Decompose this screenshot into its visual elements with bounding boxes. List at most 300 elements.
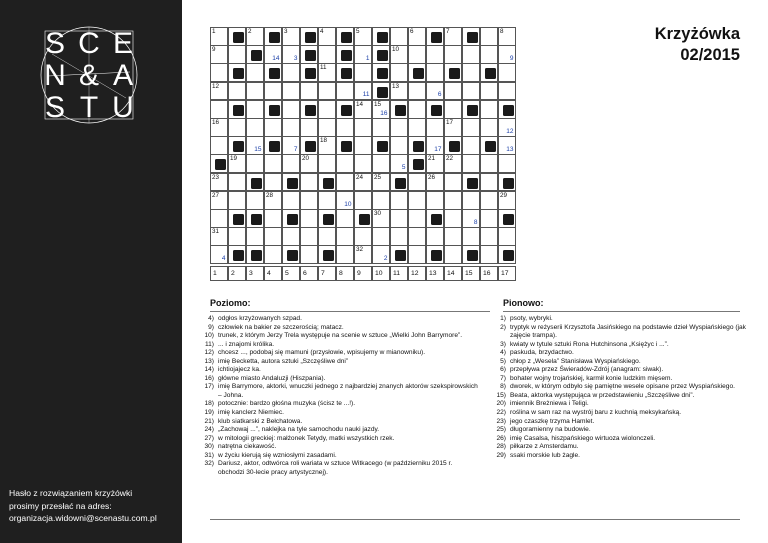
clue-number: 20): [496, 400, 506, 408]
grid-cell-blocked: [390, 173, 408, 192]
grid-cell[interactable]: [480, 191, 498, 210]
down-clue: [490, 435, 752, 444]
black-square: [431, 214, 442, 225]
solution-cell[interactable]: 9: [354, 266, 372, 281]
grid-cell[interactable]: [462, 63, 480, 82]
grid-cell[interactable]: [264, 191, 282, 210]
grid-cell[interactable]: [444, 191, 462, 210]
clue-text: imię Casalsa, hiszpańskiego wirtuoza wiolonczeli.: [510, 434, 656, 442]
grid-cell[interactable]: [336, 154, 354, 173]
solution-cell[interactable]: 11: [390, 266, 408, 281]
grid-cell[interactable]: [246, 136, 264, 155]
grid-cell[interactable]: [264, 118, 282, 137]
solution-cell[interactable]: 17: [498, 266, 516, 281]
grid-cell[interactable]: [444, 173, 462, 192]
grid-cell[interactable]: [318, 82, 336, 101]
grid-cell-blocked: [228, 245, 246, 264]
grid-cell[interactable]: [480, 209, 498, 228]
grid-cell[interactable]: [426, 45, 444, 64]
grid-cell[interactable]: [354, 63, 372, 82]
solution-cell[interactable]: 15: [462, 266, 480, 281]
grid-cell[interactable]: [210, 227, 228, 246]
grid-cell[interactable]: [480, 82, 498, 101]
grid-cell[interactable]: [426, 191, 444, 210]
grid-cell-blocked: [282, 173, 300, 192]
grid-cell[interactable]: [354, 173, 372, 192]
grid-cell[interactable]: [282, 227, 300, 246]
grid-cell[interactable]: [408, 209, 426, 228]
down-clue: [490, 324, 752, 341]
clue-number: 24: [356, 173, 364, 181]
grid-cell[interactable]: [246, 118, 264, 137]
clue-text: trunek, z którym Jerzy Trela występuje na scenie w sztuce „Wielki John Barrymore”.: [218, 332, 463, 340]
grid-cell[interactable]: [372, 100, 390, 119]
grid-cell[interactable]: [354, 45, 372, 64]
grid-cell[interactable]: [408, 100, 426, 119]
clue-text: ichtiojajecz ka.: [218, 366, 261, 374]
grid-cell[interactable]: [246, 82, 264, 101]
grid-cell[interactable]: [210, 209, 228, 228]
grid-cell[interactable]: [228, 173, 246, 192]
grid-cell[interactable]: [210, 191, 228, 210]
grid-cell[interactable]: [480, 173, 498, 192]
clue-number: 12): [204, 349, 214, 357]
solution-cell[interactable]: 13: [426, 266, 444, 281]
grid-cell[interactable]: [336, 209, 354, 228]
grid-cell[interactable]: [354, 136, 372, 155]
grid-cell[interactable]: [282, 63, 300, 82]
grid-cell-blocked: [372, 82, 390, 101]
grid-cell[interactable]: [498, 63, 516, 82]
grid-cell[interactable]: [426, 227, 444, 246]
grid-cell[interactable]: [480, 227, 498, 246]
grid-cell[interactable]: [336, 227, 354, 246]
grid-cell[interactable]: [390, 82, 408, 101]
grid-cell[interactable]: [228, 227, 246, 246]
clue-text: ... i znajomi królika.: [218, 340, 275, 348]
grid-cell[interactable]: [426, 173, 444, 192]
grid-cell[interactable]: [318, 154, 336, 173]
across-heading: Poziomo:: [210, 298, 251, 308]
grid-cell[interactable]: [336, 118, 354, 137]
black-square: [251, 50, 262, 61]
black-square: [395, 250, 406, 261]
down-clue: [490, 418, 752, 427]
grid-cell[interactable]: [444, 45, 462, 64]
grid-cell[interactable]: [210, 173, 228, 192]
black-square: [485, 68, 496, 79]
grid-cell[interactable]: [462, 227, 480, 246]
clue-number: 1): [500, 315, 506, 322]
grid-cell[interactable]: [318, 45, 336, 64]
down-clue: [490, 315, 752, 324]
black-square: [215, 159, 226, 170]
clue-number: 28: [266, 191, 274, 199]
logo-letter: N: [44, 59, 66, 92]
clue-text: tryptyk w reżyserii Krzysztofa Jasińskiego na podstawie dzieł Wyspiańskiego (jak zajęcie trampa).: [510, 323, 746, 340]
solution-letter-index: 9: [509, 54, 514, 62]
black-square: [377, 68, 388, 79]
grid-cell[interactable]: [210, 45, 228, 64]
clue-text: Beata, aktorka występująca w przedstawieniu „Szczęśliwe dni”.: [510, 391, 695, 399]
grid-cell[interactable]: [480, 45, 498, 64]
black-square: [413, 159, 424, 170]
grid-cell[interactable]: [372, 227, 390, 246]
grid-cell[interactable]: [264, 154, 282, 173]
clue-text: chcesz ..., podobaj się mamuni (przysłowie, wpisujemy w mianowniku).: [218, 349, 426, 357]
grid-cell[interactable]: [300, 118, 318, 137]
across-clue: [198, 435, 480, 444]
solution-letter-index: 7: [293, 145, 298, 153]
across-clue: [198, 358, 480, 367]
grid-cell[interactable]: [300, 209, 318, 228]
grid-cell[interactable]: [390, 136, 408, 155]
grid-cell[interactable]: [354, 100, 372, 119]
clue-text: paskuda, brzydactwo.: [510, 349, 574, 357]
grid-cell[interactable]: [426, 118, 444, 137]
black-square: [251, 250, 262, 261]
grid-cell-blocked: [462, 27, 480, 46]
grid-cell-blocked: [318, 173, 336, 192]
grid-cell-blocked: [408, 136, 426, 155]
grid-cell[interactable]: [336, 82, 354, 101]
black-square: [251, 178, 262, 189]
grid-cell[interactable]: [228, 45, 246, 64]
grid-cell[interactable]: [390, 118, 408, 137]
grid-cell[interactable]: [210, 245, 228, 264]
title-name: Krzyżówka: [654, 25, 740, 43]
grid-cell[interactable]: [282, 191, 300, 210]
grid-cell[interactable]: [318, 63, 336, 82]
grid-cell[interactable]: [354, 245, 372, 264]
grid-cell[interactable]: [480, 154, 498, 173]
grid-cell[interactable]: [354, 82, 372, 101]
grid-cell[interactable]: [462, 191, 480, 210]
black-square: [377, 50, 388, 61]
grid-cell[interactable]: [264, 209, 282, 228]
clue-number: 26): [496, 434, 506, 442]
clue-number: 9): [208, 323, 214, 331]
grid-cell[interactable]: [462, 45, 480, 64]
grid-cell[interactable]: [426, 136, 444, 155]
grid-cell[interactable]: [246, 191, 264, 210]
grid-cell-blocked: [264, 63, 282, 82]
black-square: [305, 32, 316, 43]
grid-cell[interactable]: [444, 82, 462, 101]
solution-cell[interactable]: 7: [318, 266, 336, 281]
grid-cell[interactable]: [282, 82, 300, 101]
logo-letter: C: [78, 27, 100, 60]
clue-number: 7: [446, 28, 450, 35]
grid-cell[interactable]: [390, 45, 408, 64]
solution-letter-index: 3: [293, 54, 298, 62]
grid-cell-blocked: [390, 245, 408, 264]
grid-cell[interactable]: [264, 45, 282, 64]
grid-cell[interactable]: [210, 63, 228, 82]
black-square: [377, 141, 388, 152]
grid-cell[interactable]: [498, 227, 516, 246]
grid-cell[interactable]: [408, 191, 426, 210]
grid-cell-blocked: [264, 136, 282, 155]
clue-number: 29: [500, 191, 508, 199]
grid-cell[interactable]: [354, 27, 372, 46]
grid-cell[interactable]: [462, 118, 480, 137]
grid-cell[interactable]: [300, 191, 318, 210]
grid-cell[interactable]: [480, 27, 498, 46]
grid-cell[interactable]: [498, 191, 516, 210]
grid-cell[interactable]: [246, 100, 264, 119]
grid-cell[interactable]: [408, 118, 426, 137]
bottom-divider: [210, 519, 740, 520]
across-clue: [198, 460, 480, 477]
grid-cell[interactable]: [336, 173, 354, 192]
grid-cell[interactable]: [498, 27, 516, 46]
grid-cell[interactable]: [300, 173, 318, 192]
grid-cell[interactable]: [246, 154, 264, 173]
clue-number: 14): [204, 366, 214, 374]
across-clue: [198, 418, 480, 427]
grid-cell[interactable]: [300, 227, 318, 246]
solution-letter-index: 14: [272, 54, 280, 62]
black-square: [269, 141, 280, 152]
grid-cell[interactable]: [444, 227, 462, 246]
across-clue: [198, 426, 480, 435]
grid-cell[interactable]: [444, 245, 462, 264]
grid-cell[interactable]: [444, 118, 462, 137]
grid-cell-blocked: [318, 209, 336, 228]
grid-cell[interactable]: [408, 173, 426, 192]
grid-cell[interactable]: [372, 154, 390, 173]
grid-cell[interactable]: [354, 154, 372, 173]
grid-cell[interactable]: [282, 27, 300, 46]
grid-cell[interactable]: [444, 154, 462, 173]
grid-cell[interactable]: [390, 27, 408, 46]
grid-cell[interactable]: [354, 118, 372, 137]
grid-cell[interactable]: [408, 245, 426, 264]
grid-cell[interactable]: [372, 245, 390, 264]
clue-text: kwiaty w tytule sztuki Rona Hutchinsona „Księżyc i ...”.: [510, 340, 669, 348]
grid-cell[interactable]: [246, 227, 264, 246]
solution-cell[interactable]: 5: [282, 266, 300, 281]
grid-cell[interactable]: [210, 82, 228, 101]
across-clue: [198, 315, 480, 324]
black-square: [467, 178, 478, 189]
grid-cell[interactable]: [210, 27, 228, 46]
grid-cell-blocked: [336, 100, 354, 119]
grid-cell[interactable]: [372, 209, 390, 228]
clue-number: 25: [374, 173, 382, 181]
clue-number: 8): [500, 383, 506, 391]
solution-cell[interactable]: 8: [336, 266, 354, 281]
solution-cell[interactable]: 6: [300, 266, 318, 281]
grid-cell[interactable]: [462, 209, 480, 228]
logo-letter: U: [112, 91, 134, 124]
clue-number: 13: [392, 82, 400, 90]
grid-cell[interactable]: [228, 154, 246, 173]
down-clue: [490, 349, 752, 358]
grid-cell-blocked: [480, 136, 498, 155]
grid-cell[interactable]: [264, 245, 282, 264]
grid-cell[interactable]: [228, 191, 246, 210]
grid-cell[interactable]: [228, 82, 246, 101]
grid-cell[interactable]: [426, 82, 444, 101]
clue-text: piłkarze z Amsterdamu.: [510, 443, 579, 451]
clue-text: klub siatkarski z Bełchatowa.: [218, 417, 303, 425]
solution-cell[interactable]: 10: [372, 266, 390, 281]
grid-cell-blocked: [408, 63, 426, 82]
clue-text: psoty, wybryki.: [510, 315, 553, 322]
solution-cell[interactable]: 16: [480, 266, 498, 281]
clue-number: 6: [410, 28, 414, 35]
grid-cell[interactable]: [498, 136, 516, 155]
across-clue: [198, 400, 480, 409]
grid-cell[interactable]: [462, 136, 480, 155]
grid-cell[interactable]: [390, 227, 408, 246]
grid-cell[interactable]: [354, 191, 372, 210]
grid-cell[interactable]: [300, 245, 318, 264]
submission-note-line: Hasło z rozwiązaniem krzyżówki: [9, 488, 133, 498]
grid-cell-blocked: [498, 173, 516, 192]
grid-cell[interactable]: [246, 27, 264, 46]
grid-cell[interactable]: [426, 154, 444, 173]
grid-cell[interactable]: [318, 27, 336, 46]
solution-letter-index: 16: [380, 109, 388, 117]
grid-cell[interactable]: [264, 227, 282, 246]
solution-cell[interactable]: 1: [210, 266, 228, 281]
grid-cell[interactable]: [300, 82, 318, 101]
solution-cell[interactable]: 4: [264, 266, 282, 281]
grid-cell[interactable]: [462, 82, 480, 101]
grid-cell[interactable]: [372, 173, 390, 192]
grid-cell[interactable]: [228, 118, 246, 137]
grid-cell[interactable]: [318, 136, 336, 155]
grid-cell-blocked: [426, 209, 444, 228]
across-clue: [198, 332, 480, 341]
grid-cell[interactable]: [318, 100, 336, 119]
grid-cell[interactable]: [426, 63, 444, 82]
clue-number: 30: [374, 210, 382, 217]
black-square: [287, 250, 298, 261]
grid-cell[interactable]: [408, 82, 426, 101]
grid-cell[interactable]: [282, 154, 300, 173]
clue-text: potocznie: bardzo głośna muzyka (ścisz te ...!).: [218, 400, 356, 408]
grid-cell[interactable]: [282, 100, 300, 119]
clue-number: 12: [212, 82, 220, 90]
grid-cell[interactable]: [390, 154, 408, 173]
grid-cell[interactable]: [318, 118, 336, 137]
clue-text: długoramienny na budowie.: [510, 426, 591, 434]
solution-cell[interactable]: 12: [408, 266, 426, 281]
grid-cell[interactable]: [354, 227, 372, 246]
grid-cell[interactable]: [318, 191, 336, 210]
grid-cell[interactable]: [300, 154, 318, 173]
grid-cell[interactable]: [444, 100, 462, 119]
clue-number: 19: [230, 155, 238, 163]
grid-cell[interactable]: [480, 118, 498, 137]
clue-text: imię kanclerz Niemiec.: [218, 409, 284, 417]
grid-cell[interactable]: [444, 27, 462, 46]
grid-cell[interactable]: [336, 191, 354, 210]
grid-cell[interactable]: [318, 227, 336, 246]
clue-text: główne miasto Andaluzji (Hiszpania).: [218, 374, 326, 382]
solution-cell[interactable]: 2: [228, 266, 246, 281]
grid-cell-blocked: [462, 100, 480, 119]
black-square: [413, 141, 424, 152]
grid-cell[interactable]: [498, 45, 516, 64]
grid-cell-blocked: [300, 45, 318, 64]
black-square: [467, 32, 478, 43]
black-square: [233, 250, 244, 261]
grid-cell[interactable]: [246, 63, 264, 82]
down-clue: [490, 400, 752, 409]
grid-cell[interactable]: [282, 45, 300, 64]
across-clue: [198, 341, 480, 350]
grid-cell[interactable]: [462, 154, 480, 173]
grid-cell[interactable]: [444, 209, 462, 228]
grid-cell[interactable]: [372, 118, 390, 137]
grid-cell[interactable]: [264, 82, 282, 101]
grid-cell[interactable]: [390, 63, 408, 82]
solution-letter-index: 13: [506, 145, 514, 153]
grid-cell-blocked: [246, 173, 264, 192]
grid-cell[interactable]: [408, 227, 426, 246]
grid-cell[interactable]: [264, 173, 282, 192]
black-square: [377, 32, 388, 43]
grid-cell[interactable]: [390, 191, 408, 210]
grid-cell-blocked: [210, 154, 228, 173]
clue-number: 31: [212, 228, 220, 236]
grid-cell[interactable]: [210, 136, 228, 155]
grid-cell[interactable]: [210, 118, 228, 137]
black-square: [341, 50, 352, 61]
grid-cell[interactable]: [480, 245, 498, 264]
clue-number: 4): [500, 349, 506, 357]
black-square: [377, 87, 388, 98]
clue-text: imię Becketta, autora sztuki „Szczęśliwe dni”: [218, 357, 349, 365]
grid-cell[interactable]: [408, 27, 426, 46]
clue-text: Dariusz, aktor, odtwórca roli wariata w sztuce Witkacego (w październiku 2015 r. obchodzi 30-lecie pracy artystycznej).: [218, 460, 453, 476]
clue-text: imię Barrymore, aktorki, wnuczki jednego z najbardziej znanych aktorów szekspirowskich – Johna.: [218, 383, 478, 399]
grid-cell-blocked: [282, 209, 300, 228]
grid-cell[interactable]: [372, 191, 390, 210]
clue-number: 10: [392, 46, 400, 54]
grid-cell[interactable]: [390, 209, 408, 228]
clue-number: 11): [204, 340, 214, 348]
grid-cell[interactable]: [498, 118, 516, 137]
clue-number: 15: [374, 100, 382, 108]
black-square: [341, 32, 352, 43]
clue-number: 5): [500, 357, 506, 365]
grid-cell-blocked: [246, 45, 264, 64]
clue-number: 14: [356, 100, 364, 108]
down-clue: [490, 341, 752, 350]
grid-cell[interactable]: [210, 100, 228, 119]
grid-cell[interactable]: [498, 154, 516, 173]
grid-cell[interactable]: [336, 245, 354, 264]
grid-cell[interactable]: [480, 100, 498, 119]
grid-cell[interactable]: [498, 82, 516, 101]
solution-cell[interactable]: 3: [246, 266, 264, 281]
clue-number: 19): [204, 409, 214, 417]
grid-cell-blocked: [426, 100, 444, 119]
black-square: [413, 68, 424, 79]
grid-cell[interactable]: [282, 118, 300, 137]
logo-letter: &: [78, 59, 99, 92]
grid-cell[interactable]: [282, 136, 300, 155]
grid-cell[interactable]: [408, 45, 426, 64]
black-square: [305, 141, 316, 152]
solution-cell[interactable]: 14: [444, 266, 462, 281]
